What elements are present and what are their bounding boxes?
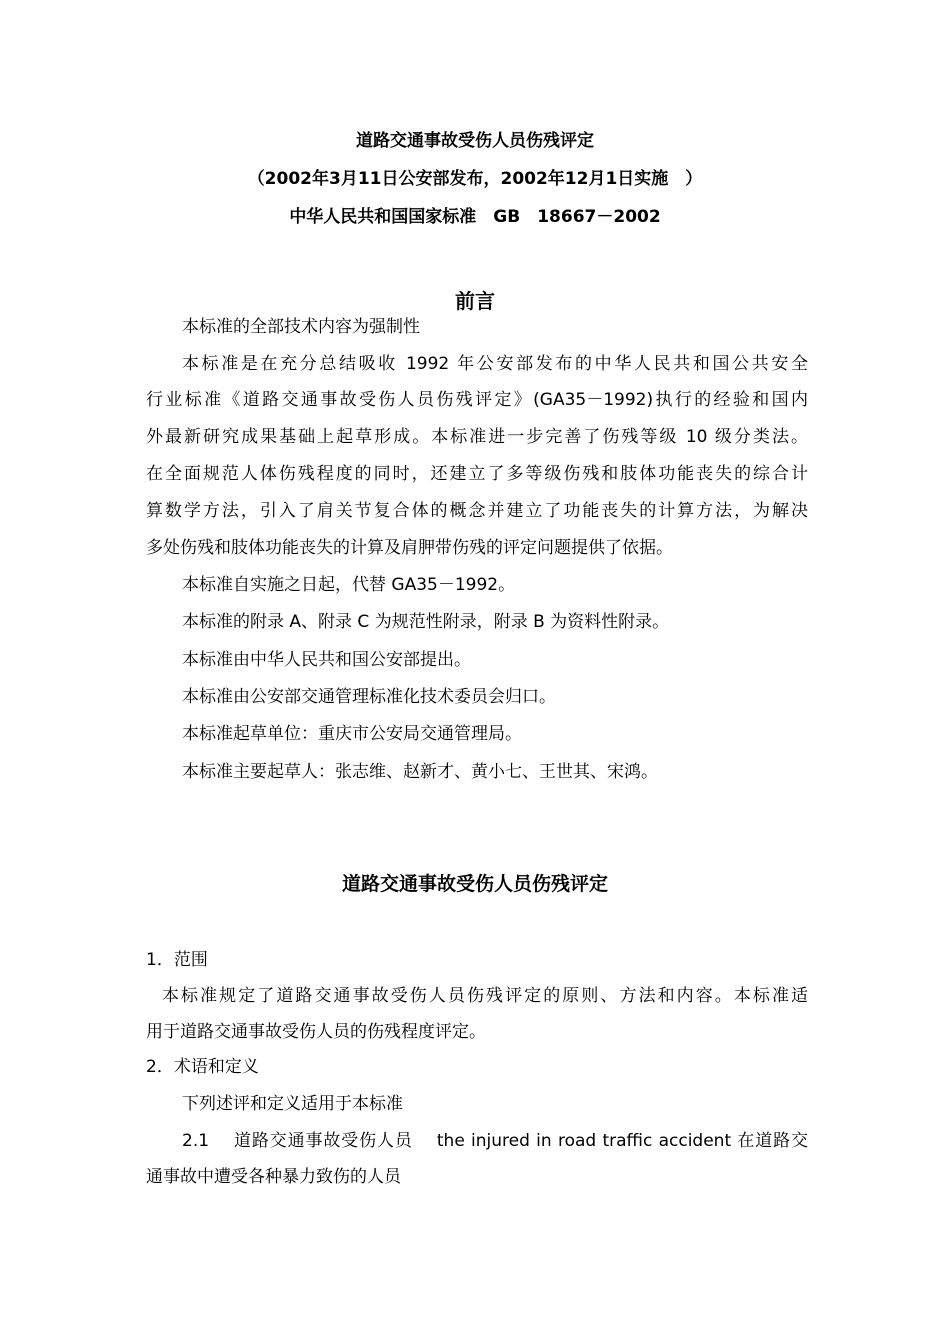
term-2-1-line: 通事故中遭受各种暴力致伤的人员	[146, 1167, 401, 1187]
term-2-1-line: 2.1 道路交通事故受伤人员 the injured in road traffic accident 在道路交	[182, 1131, 808, 1151]
preface-line: 多处伤残和肢体功能丧失的计算及肩胛带伤残的评定问题提供了依据。	[146, 538, 673, 558]
section-heading-scope: 1．范围	[146, 950, 208, 970]
section-heading-terms: 2．术语和定义	[146, 1057, 259, 1077]
preface-line: 本标准的附录 A、附录 C 为规范性附录，附录 B 为资料性附录。	[182, 612, 670, 632]
preface-line: 本标准主要起草人：张志维、赵新才、黄小七、王世其、宋鸿。	[182, 762, 658, 782]
preface-line: 本标准由中华人民共和国公安部提出。	[182, 650, 471, 670]
scope-line: 用于道路交通事故受伤人员的伤残程度评定。	[146, 1022, 486, 1042]
preface-line: 算数学方法，引入了肩关节复合体的概念并建立了功能丧失的计算方法，为解决	[146, 501, 808, 521]
preface-line: 在全面规范人体伤残程度的同时，还建立了多等级伤残和肢体功能丧失的综合计	[146, 464, 808, 484]
publication-dates: （2002年3月11日公安部发布，2002年12月1日实施 ）	[247, 169, 703, 189]
terms-intro: 下列述评和定义适用于本标准	[182, 1094, 403, 1114]
preface-title: 前言	[455, 289, 495, 313]
preface-line: 本标准起草单位：重庆市公安局交通管理局。	[182, 724, 522, 744]
preface-line: 外最新研究成果基础上起草形成。本标准进一步完善了伤残等级 10 级分类法。	[146, 427, 808, 447]
scope-line: 本标准规定了道路交通事故受伤人员伤残评定的原则、方法和内容。本标准适	[162, 986, 808, 1006]
standard-number: 中华人民共和国国家标准 GB 18667－2002	[289, 207, 661, 227]
main-title: 道路交通事故受伤人员伤残评定	[341, 873, 608, 895]
preface-line: 本标准由公安部交通管理标准化技术委员会归口。	[182, 687, 556, 707]
preface-line: 本标准是在充分总结吸收 1992 年公安部发布的中华人民共和国公共安全	[182, 354, 808, 374]
preface-line: 本标准的全部技术内容为强制性	[182, 317, 420, 337]
preface-line: 本标准自实施之日起，代替 GA35－1992。	[182, 575, 516, 595]
document-title: 道路交通事故受伤人员伤残评定	[356, 131, 594, 151]
preface-line: 行业标准《道路交通事故受伤人员伤残评定》(GA35－1992)执行的经验和国内	[146, 390, 808, 410]
